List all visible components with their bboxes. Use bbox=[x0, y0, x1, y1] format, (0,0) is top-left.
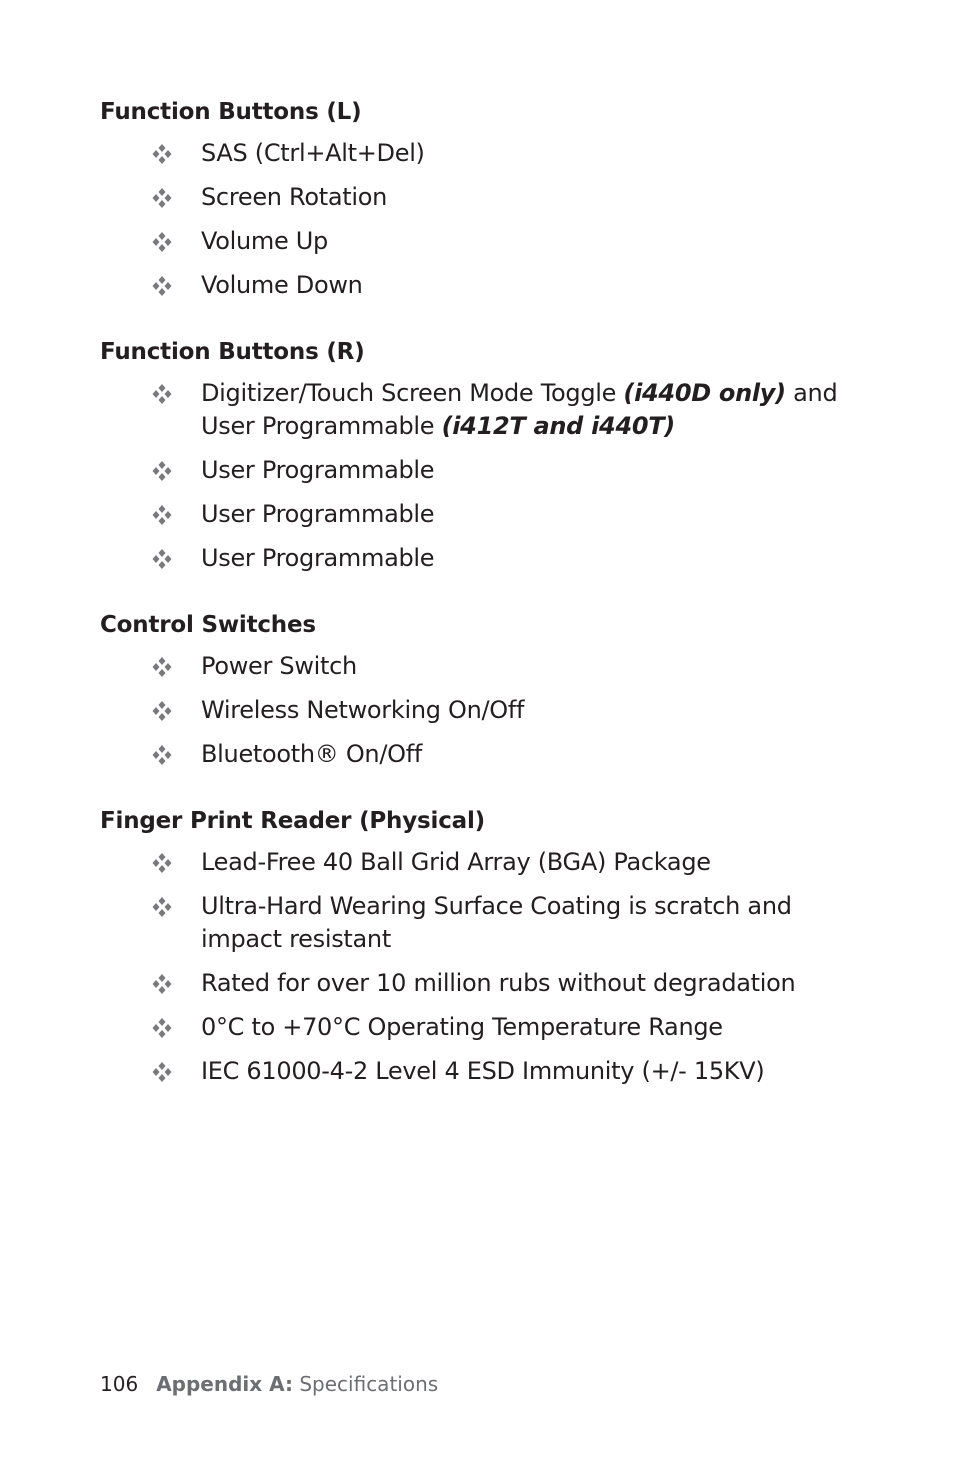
section-heading: Function Buttons (L) bbox=[100, 99, 362, 125]
list-item bbox=[100, 1055, 860, 1088]
diamond-bullet-icon bbox=[150, 181, 174, 214]
list-item bbox=[100, 498, 860, 531]
list-item-text: Screen Rotation bbox=[201, 183, 388, 211]
list-item-text: Rated for over 10 million rubs without degradation bbox=[201, 969, 796, 997]
list-item-text: Ultra-Hard Wearing Surface Coating is scratch and impact resistant bbox=[201, 892, 792, 953]
appendix-label: Appendix A: bbox=[156, 1372, 293, 1396]
list-item bbox=[100, 890, 860, 956]
diamond-bullet-icon bbox=[150, 137, 174, 170]
section-function-buttons-right bbox=[100, 338, 860, 575]
bullet-list bbox=[100, 846, 860, 1088]
bullet-list bbox=[100, 377, 860, 575]
diamond-bullet-icon bbox=[150, 542, 174, 575]
list-item-text: User Programmable bbox=[201, 456, 435, 484]
section-control-switches bbox=[100, 611, 860, 771]
page-footer bbox=[100, 1372, 438, 1396]
list-item-text: Volume Up bbox=[201, 227, 328, 255]
list-item-text: Wireless Networking On/Off bbox=[201, 696, 525, 724]
list-item-text: Bluetooth® On/Off bbox=[201, 740, 423, 768]
list-item bbox=[100, 846, 860, 879]
list-item-text: 0°C to +70°C Operating Temperature Range bbox=[201, 1013, 723, 1041]
diamond-bullet-icon bbox=[150, 694, 174, 727]
list-item bbox=[100, 1011, 860, 1044]
bullet-list bbox=[100, 137, 860, 302]
section-heading: Finger Print Reader (Physical) bbox=[100, 808, 485, 834]
diamond-bullet-icon bbox=[150, 890, 174, 923]
list-item bbox=[100, 377, 860, 443]
list-item-text: Power Switch bbox=[201, 652, 357, 680]
diamond-bullet-icon bbox=[150, 225, 174, 258]
list-item bbox=[100, 181, 860, 214]
list-item-text: User Programmable bbox=[201, 500, 435, 528]
list-item bbox=[100, 738, 860, 771]
list-item bbox=[100, 454, 860, 487]
section-heading: Function Buttons (R) bbox=[100, 339, 365, 365]
diamond-bullet-icon bbox=[150, 269, 174, 302]
diamond-bullet-icon bbox=[150, 498, 174, 531]
list-item-text: Lead-Free 40 Ball Grid Array (BGA) Package bbox=[201, 848, 711, 876]
page-number: 106 bbox=[100, 1372, 139, 1396]
diamond-bullet-icon bbox=[150, 1055, 174, 1088]
list-item-text: Digitizer/Touch Screen Mode Toggle (i440D only) and User Programmable (i412T and i440T) bbox=[201, 379, 838, 440]
list-item bbox=[100, 967, 860, 1000]
section-heading: Control Switches bbox=[100, 612, 316, 638]
diamond-bullet-icon bbox=[150, 650, 174, 683]
list-item bbox=[100, 269, 860, 302]
list-item bbox=[100, 137, 860, 170]
model-note-emphasis: (i412T and i440T) bbox=[441, 412, 675, 440]
list-item-text: User Programmable bbox=[201, 544, 435, 572]
list-item bbox=[100, 542, 860, 575]
bullet-list bbox=[100, 650, 860, 771]
diamond-bullet-icon bbox=[150, 967, 174, 1000]
list-item bbox=[100, 650, 860, 683]
section-finger-print-reader bbox=[100, 807, 860, 1088]
diamond-bullet-icon bbox=[150, 1011, 174, 1044]
diamond-bullet-icon bbox=[150, 738, 174, 771]
diamond-bullet-icon bbox=[150, 377, 174, 410]
list-item-text: IEC 61000-4-2 Level 4 ESD Immunity (+/- 15KV) bbox=[201, 1057, 765, 1085]
appendix-title: Specifications bbox=[299, 1372, 439, 1396]
list-item-text: Volume Down bbox=[201, 271, 363, 299]
diamond-bullet-icon bbox=[150, 454, 174, 487]
diamond-bullet-icon bbox=[150, 846, 174, 879]
section-function-buttons-left bbox=[100, 98, 860, 302]
model-note-emphasis: (i440D only) bbox=[623, 379, 786, 407]
list-item-text: SAS (Ctrl+Alt+Del) bbox=[201, 139, 425, 167]
list-item bbox=[100, 694, 860, 727]
list-item bbox=[100, 225, 860, 258]
